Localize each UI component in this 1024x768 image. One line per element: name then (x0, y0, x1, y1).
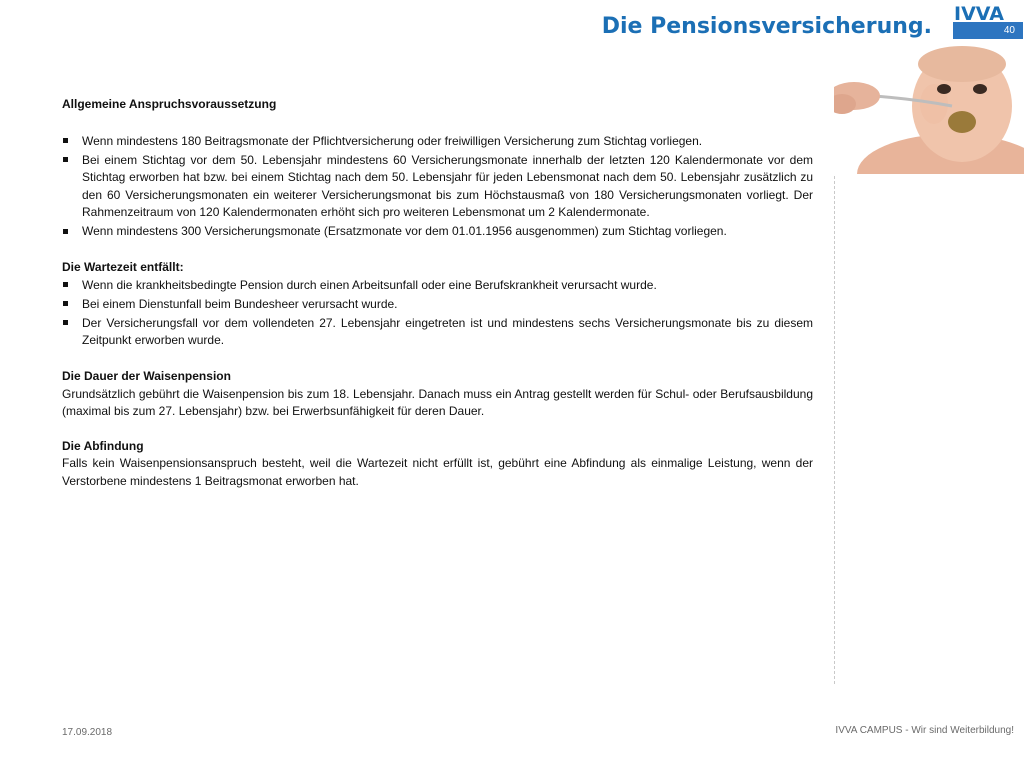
abfindung-text: Falls kein Waisenpensionsanspruch besteht, weil die Wartezeit nicht erfüllt ist, gebührt eine Abfindung als einmalige Leistung, wenn der Verstorbene mindestens 1 Beitragsmonat erworben hat. (62, 456, 813, 488)
footer-tagline: IVVA CAMPUS - Wir sind Weiterbildung! (835, 725, 1014, 736)
list-item: Bei einem Stichtag vor dem 50. Lebensjahr mindestens 60 Versicherungsmonate innerhalb der letzten 120 Kalendermonate vor dem Stichtag erworben hat bzw. bei einem Stichtag nach dem 50. Lebensjahr für jeden Lebensmonat nach dem 50. Lebensjahr zusätzlich zu den 60 Versicherungsmonaten ein weiterer Versicherungsmonat bis zum Höchstausmaß von 180 Versicherungsmonaten vorliegt. Der Rahmenzeitraum von 120 Kalendermonaten erhöht sich pro weiteren Lebensmonat um 2 Kalendermonate. (62, 152, 813, 222)
logo-text: IVVA (954, 4, 1004, 22)
dauer-text: Grundsätzlich gebührt die Waisenpension bis zum 18. Lebensjahr. Danach muss ein Antrag gestellt werden für Schul- oder Berufsausbildung (maximal bis zum 27. Lebensjahr) bzw. bei Erwerbsunfähigkeit für deren Dauer. (62, 386, 813, 418)
wartezeit-list (62, 277, 813, 350)
section-heading-wartezeit: Die Wartezeit entfällt: (62, 260, 184, 274)
anspruch-list (62, 133, 813, 241)
content-body (62, 96, 813, 490)
section-heading-abfindung: Die Abfindung (62, 438, 144, 453)
ivva-logo (954, 4, 1018, 22)
footer-date: 17.09.2018 (62, 727, 113, 738)
page-number-badge: 40 (953, 22, 1023, 39)
baby-photo (834, 44, 1024, 174)
list-item: Wenn mindestens 180 Beitragsmonate der Pflichtversicherung oder freiwilligen Versicherung zum Stichtag vorliegen. (62, 133, 813, 151)
list-item: Wenn mindestens 300 Versicherungsmonate (Ersatzmonate vor dem 01.01.1956 ausgenommen) zum Stichtag vorliegen. (62, 223, 813, 241)
section-heading-anspruch: Allgemeine Anspruchsvoraussetzung (62, 97, 277, 111)
section-heading-dauer: Die Dauer der Waisenpension (62, 369, 231, 383)
list-item: Der Versicherungsfall vor dem vollendeten 27. Lebensjahr eingetreten ist und mindestens sechs Versicherungsmonate bis zu diesem Zeitpunkt erworben wurde. (62, 315, 813, 350)
sidebar-divider (834, 176, 835, 684)
list-item: Bei einem Dienstunfall beim Bundesheer verursacht wurde. (62, 296, 813, 314)
slide-title: Die Pensionsversicherung. (601, 14, 932, 39)
list-item: Wenn die krankheitsbedingte Pension durch einen Arbeitsunfall oder eine Berufskrankheit verursacht wurde. (62, 277, 813, 295)
